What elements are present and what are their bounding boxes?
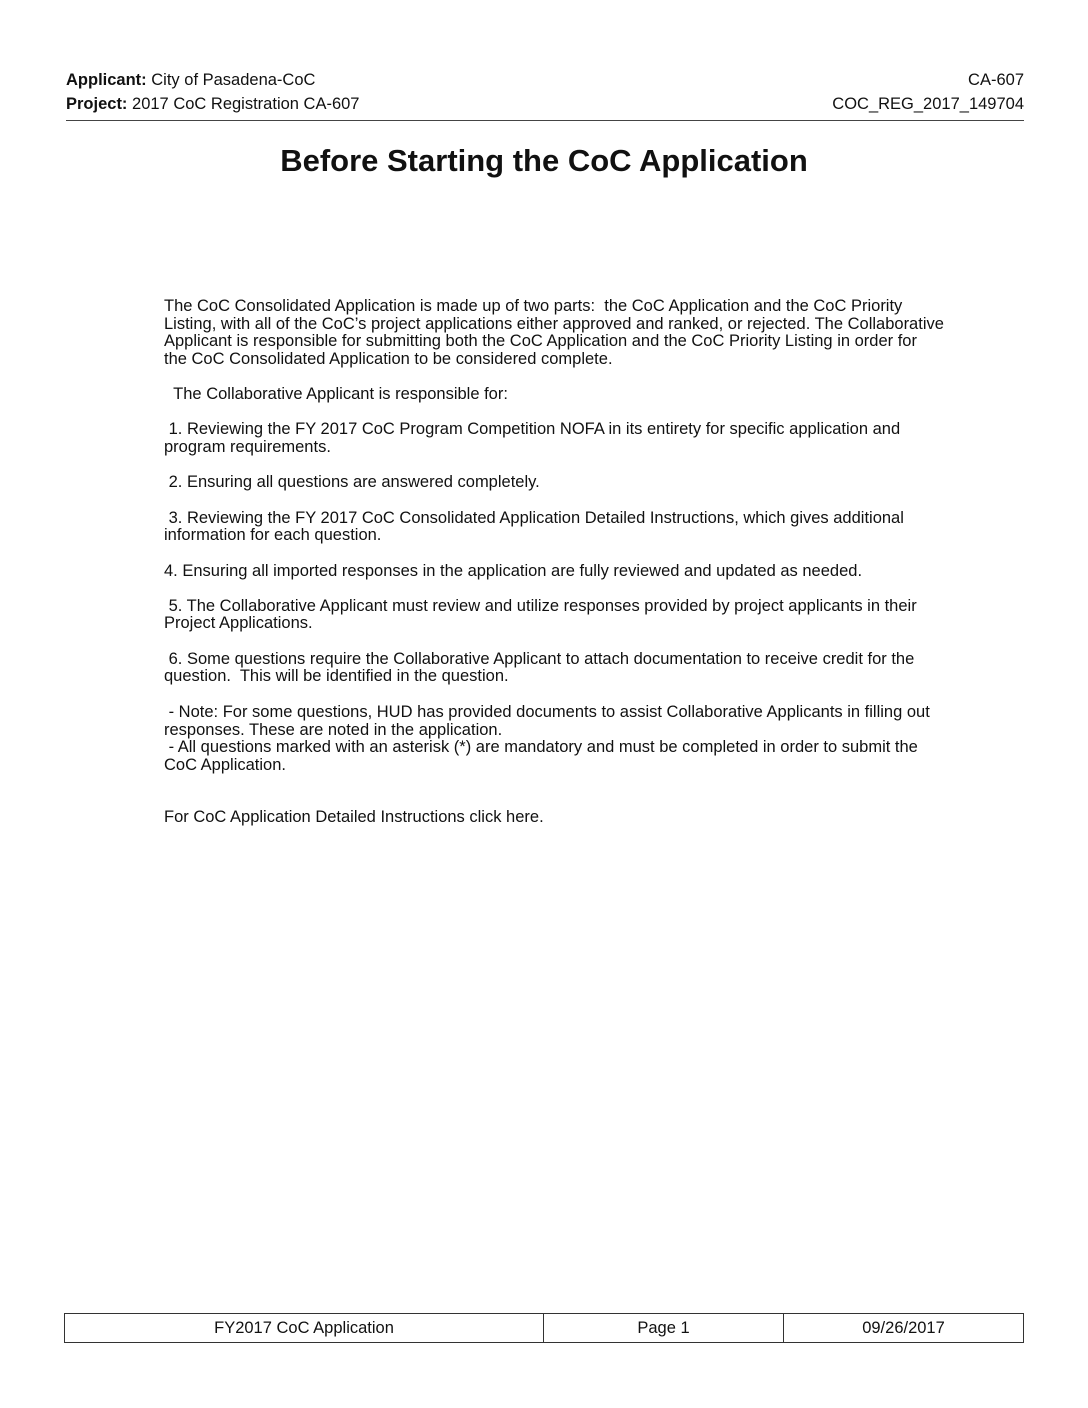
applicant-info — [66, 69, 315, 91]
intro-paragraph: The CoC Consolidated Application is made up of two parts: the CoC Application and the CoC Priority Listing, with all of the CoC’s project applications either approved and ranked, or rejected. The Collaborative Applicant is responsible for submitting both the CoC Application and the CoC Priority Listing in order for the CoC Consolidated Application to be considered complete. — [164, 297, 948, 368]
note-hud-documents: - Note: For some questions, HUD has provided documents to assist Collaborative Applicants in filling out responses. These are noted in the application. — [164, 702, 935, 739]
instructions-body — [164, 297, 948, 827]
responsible-heading: The Collaborative Applicant is responsible for: — [164, 385, 508, 404]
footer-application-name: FY2017 CoC Application — [65, 1314, 544, 1342]
instruction-item-1: 1. Reviewing the FY 2017 CoC Program Competition NOFA in its entirety for specific application and program requirements. — [164, 419, 905, 456]
footer-date: 09/26/2017 — [862, 1318, 945, 1337]
instruction-item-2: 2. Ensuring all questions are answered completely. — [164, 473, 540, 492]
project-value: 2017 CoC Registration CA-607 — [132, 95, 360, 113]
instruction-item-5: 5. The Collaborative Applicant must review and utilize responses provided by project applicants in their Project Applications. — [164, 596, 922, 633]
applicant-value: City of Pasadena-CoC — [151, 71, 316, 89]
detailed-instructions-link[interactable]: For CoC Application Detailed Instructions click here. — [164, 808, 544, 827]
registration-id: COC_REG_2017_149704 — [832, 95, 1024, 113]
page-header — [66, 68, 1024, 121]
project-label: Project: — [66, 95, 128, 113]
footer-page-number: Page 1 — [544, 1314, 784, 1342]
instruction-item-6: 6. Some questions require the Collaborative Applicant to attach documentation to receive credit for the question. This will be identified in the question. — [164, 649, 919, 686]
header-project-row — [66, 93, 1024, 115]
instruction-item-3: 3. Reviewing the FY 2017 CoC Consolidated Application Detailed Instructions, which gives additional information for each question. — [164, 508, 909, 545]
header-applicant-row — [66, 69, 1024, 91]
page-footer — [64, 1313, 1024, 1343]
project-info — [66, 93, 360, 115]
page-title: Before Starting the CoC Application — [280, 143, 808, 178]
instruction-item-4: 4. Ensuring all imported responses in the application are fully reviewed and updated as needed. — [164, 561, 863, 580]
note-mandatory-questions: - All questions marked with an asterisk (*) are mandatory and must be completed in order to submit the CoC Application. — [164, 738, 923, 774]
coc-number: CA-607 — [968, 71, 1024, 89]
applicant-label: Applicant: — [66, 71, 147, 89]
